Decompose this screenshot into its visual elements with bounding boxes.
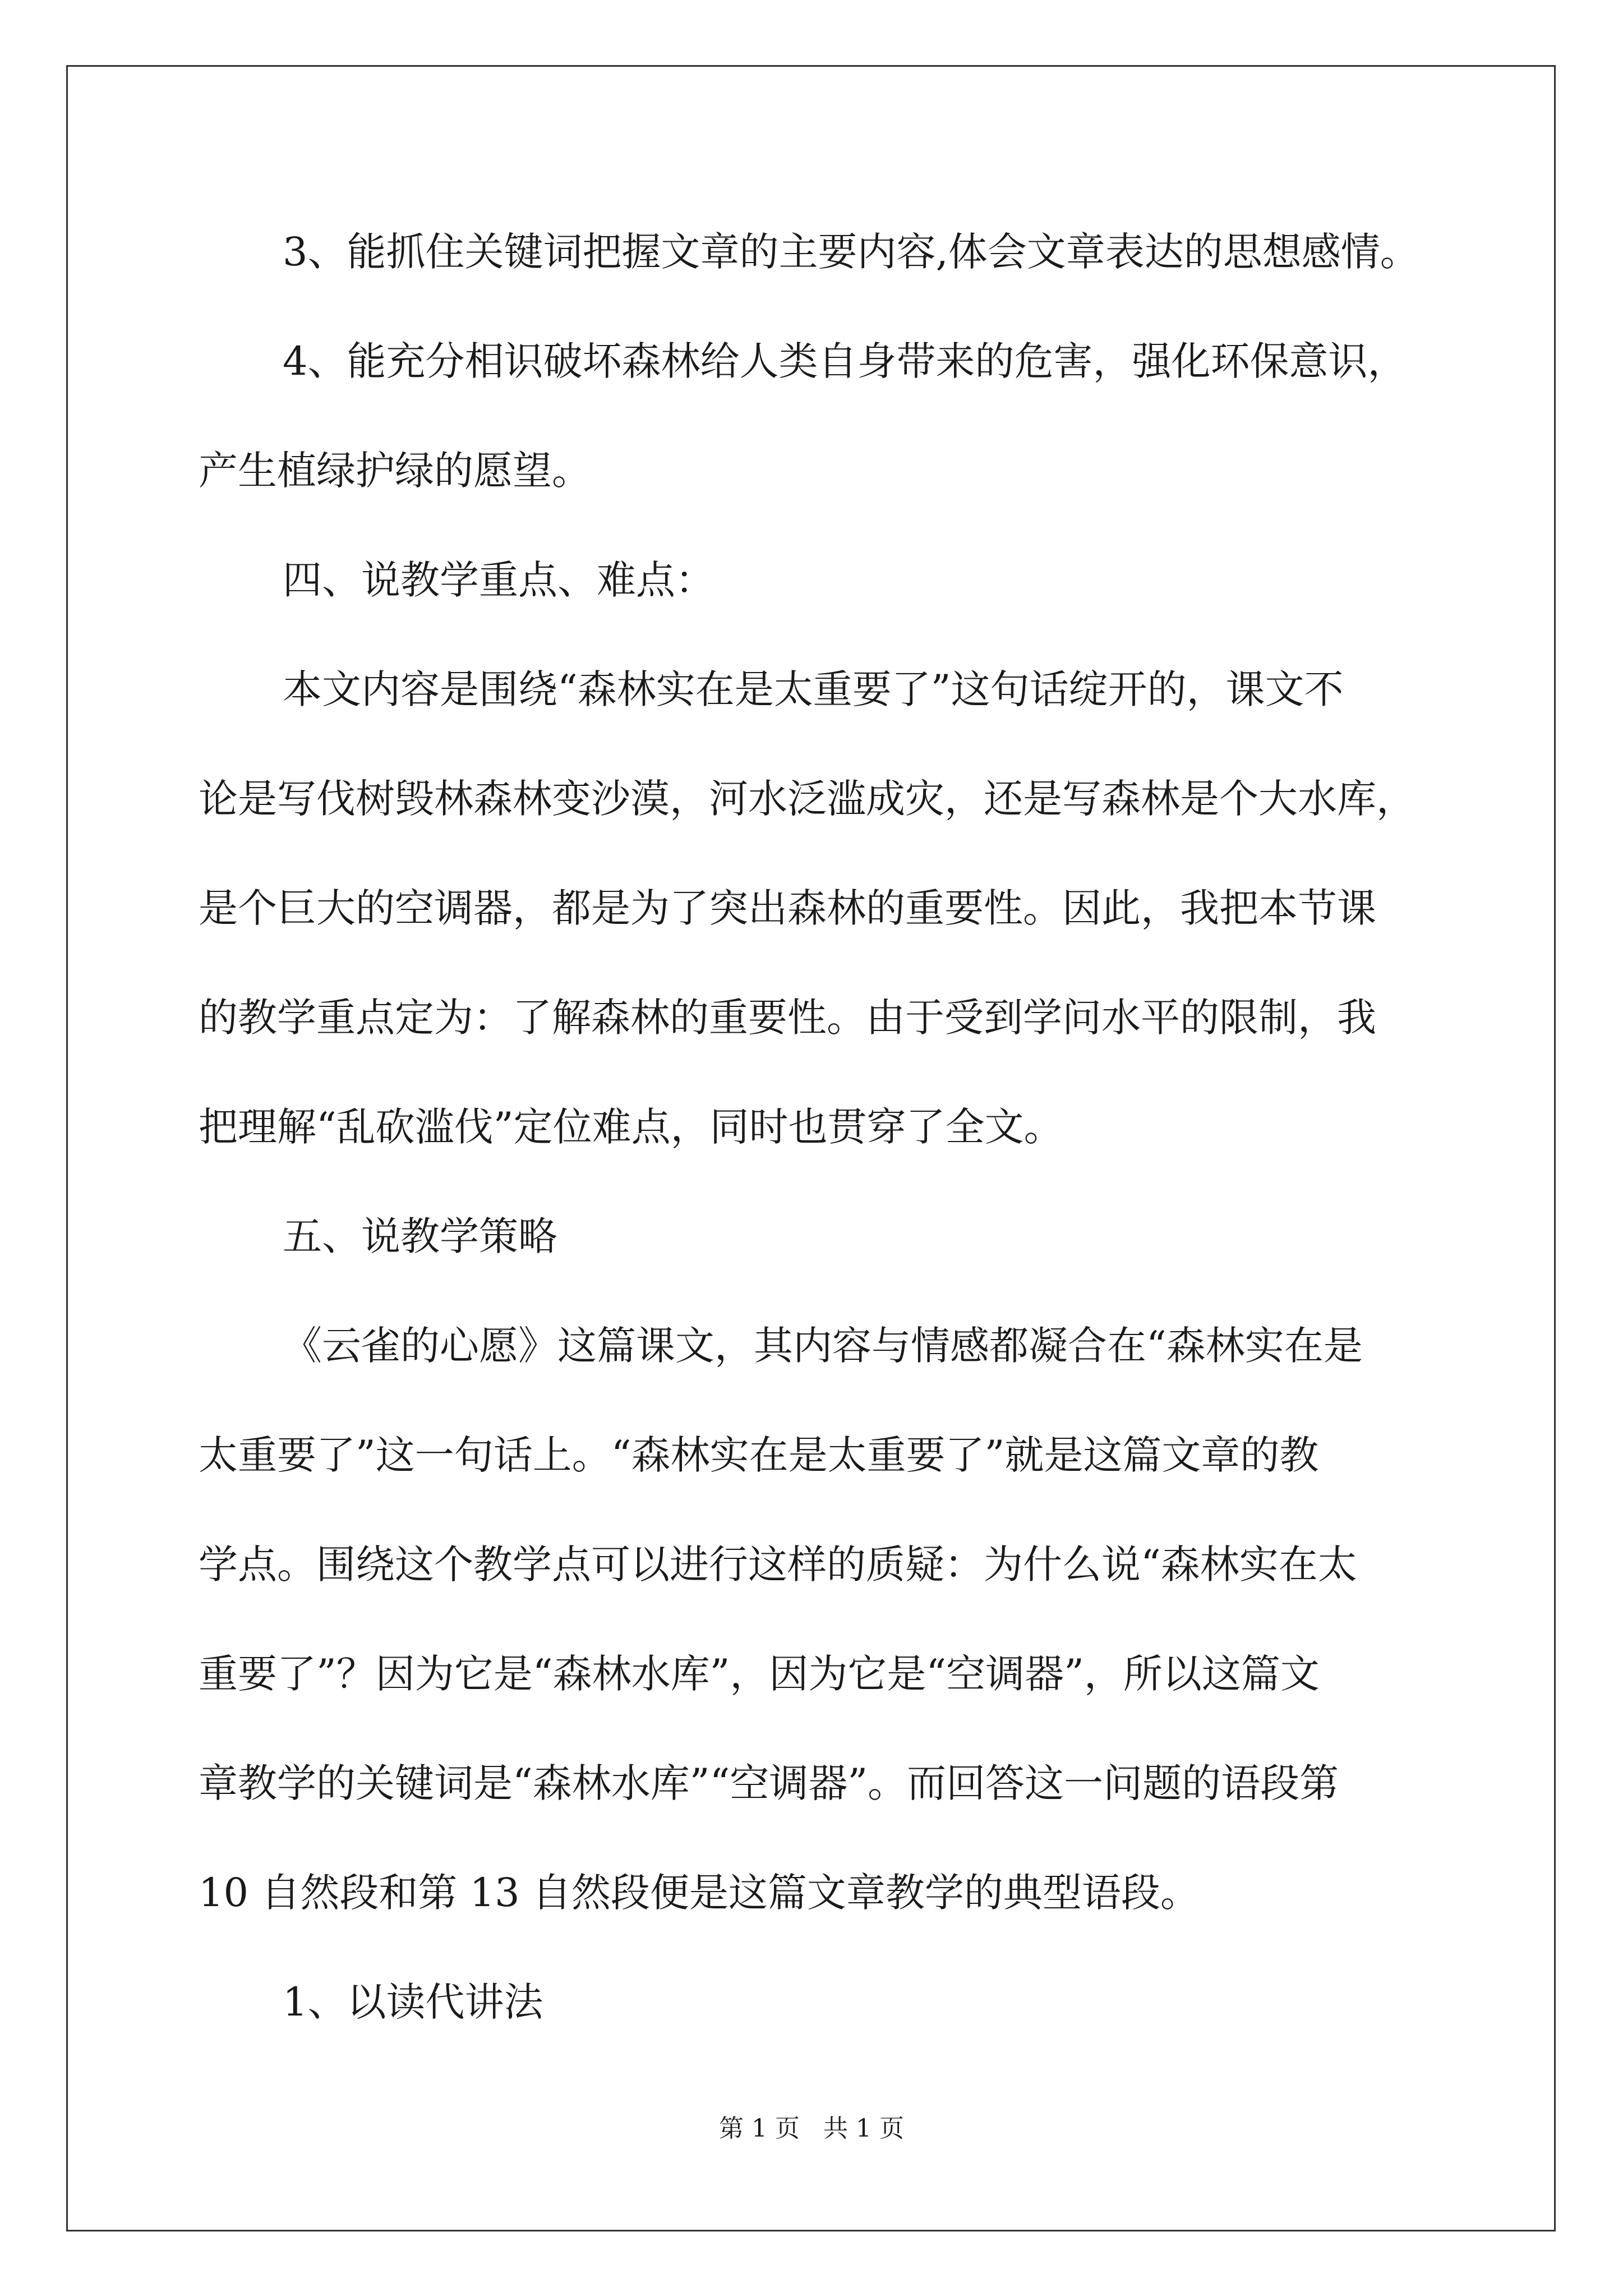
text-line: 的教学重点定为：了解森林的重要性。由于受到学问水平的限制，我 [199,995,1376,1041]
text-line: 3、能抓住关键词把握文章的主要内容,体会文章表达的思想感情。 [283,229,1419,275]
text-line: 论是写伐树毁林森林变沙漠，河水泛滥成灾，还是写森林是个大水库， [199,776,1415,822]
text-line: 10 自然段和第 13 自然段便是这篇文章教学的典型语段。 [199,1870,1200,1916]
text-line: 太重要了”这一句话上。“森林实在是太重要了”就是这篇文章的教 [199,1432,1319,1478]
text-line: 是个巨大的空调器，都是为了突出森林的重要性。因此，我把本节课 [199,885,1376,931]
text-line: 《云雀的心愿》这篇课文，其内容与情感都凝合在“森林实在是 [283,1323,1363,1369]
text-line: 章教学的关键词是“森林水库”“空调器”。而回答这一问题的语段第 [199,1760,1339,1806]
section-heading: 四、说教学重点、难点： [283,557,714,603]
text-line: 把理解“乱砍滥伐”定位难点，同时也贯穿了全文。 [199,1104,1063,1150]
text-line: 产生植绿护绿的愿望。 [199,448,591,494]
text-line: 本文内容是围绕“森林实在是太重要了”这句话绽开的，课文不 [283,666,1344,712]
text-line: 4、能充分相识破坏森林给人类自身带来的危害，强化环保意识， [283,338,1407,384]
section-heading: 1、以读代讲法 [283,1979,543,2025]
text-line: 学点。围绕这个教学点可以进行这样的质疑：为什么说“森林实在太 [199,1542,1357,1588]
page-number: 第 1 页 共 1 页 [719,2114,904,2143]
text-line: 重要了”？因为它是“森林水库”，因为它是“空调器”，所以这篇文 [199,1651,1320,1697]
section-heading: 五、说教学策略 [283,1213,557,1259]
